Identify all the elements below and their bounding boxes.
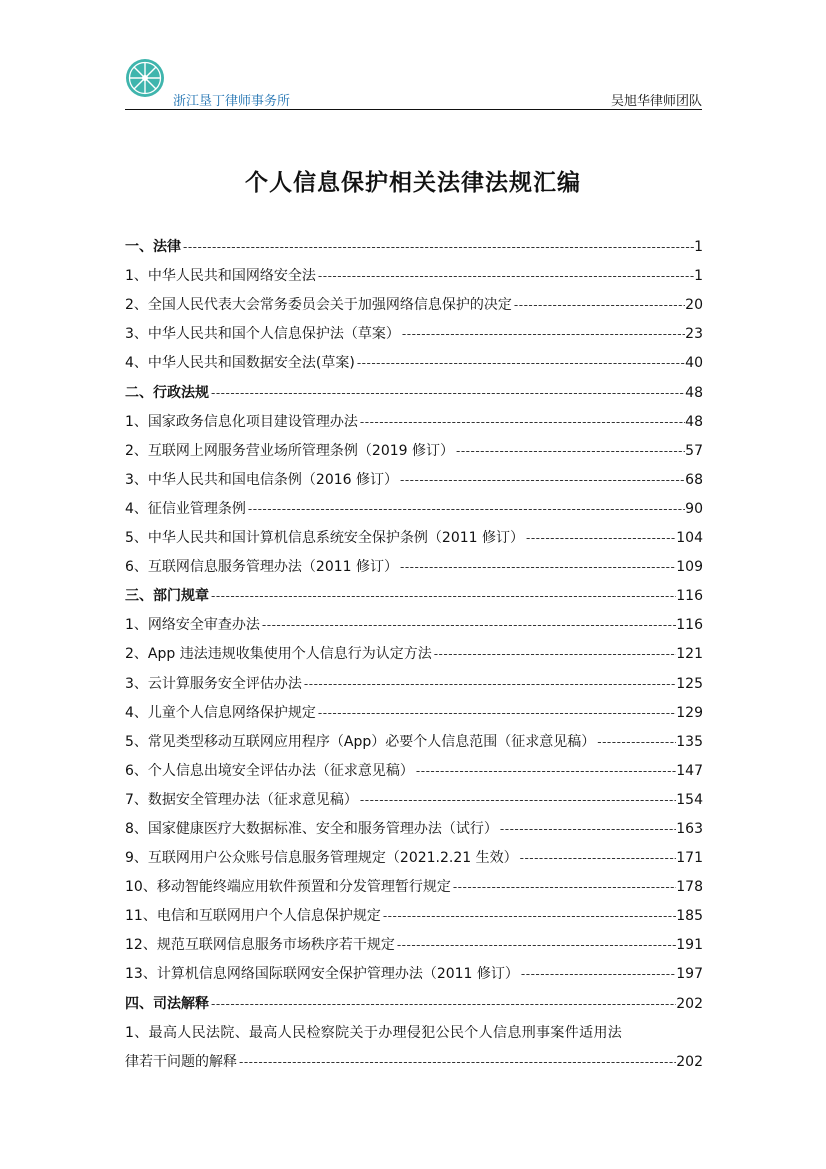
toc-leader bbox=[524, 528, 676, 548]
toc-section-heading[interactable] bbox=[125, 577, 703, 606]
toc-page-number: 135 bbox=[676, 733, 703, 750]
toc-leader bbox=[358, 790, 676, 810]
toc-entry[interactable] bbox=[125, 606, 703, 635]
toc-page-number: 90 bbox=[685, 500, 703, 517]
toc-leader bbox=[451, 877, 676, 897]
toc-page-number: 48 bbox=[685, 384, 703, 401]
toc-page-number: 178 bbox=[676, 879, 703, 896]
toc-entry-label: 1、最高人民法院、最高人民检察院关于办理侵犯公民个人信息刑事案件适用法 bbox=[125, 1024, 623, 1041]
toc-page-number: 125 bbox=[676, 675, 703, 692]
toc-entry-label: 1、网络安全审查办法 bbox=[125, 617, 260, 634]
toc-leader bbox=[209, 383, 685, 403]
toc-entry-label: 律若干问题的解释 bbox=[125, 1053, 237, 1070]
toc-page-number: 1 bbox=[694, 239, 703, 256]
toc-entry-label: 5、中华人民共和国计算机信息系统安全保护条例（2011 修订） bbox=[125, 530, 524, 547]
toc-leader bbox=[398, 557, 676, 577]
toc-page-number: 109 bbox=[676, 559, 703, 576]
toc-leader bbox=[512, 295, 685, 315]
toc-section-heading[interactable] bbox=[125, 373, 703, 402]
toc-leader bbox=[400, 324, 685, 344]
toc-entry-label: 6、个人信息出境安全评估办法（征求意见稿） bbox=[125, 762, 414, 779]
toc-entry[interactable] bbox=[125, 344, 703, 373]
toc-entry-label: 11、电信和互联网用户个人信息保护规定 bbox=[125, 908, 381, 925]
toc-leader bbox=[595, 732, 676, 752]
toc-page-number: 197 bbox=[676, 966, 703, 983]
toc-leader bbox=[432, 644, 677, 664]
toc-entry-label: 3、中华人民共和国电信条例（2016 修订） bbox=[125, 471, 398, 488]
toc-leader bbox=[209, 586, 676, 606]
toc-leader bbox=[209, 994, 676, 1014]
toc-page-number: 68 bbox=[685, 471, 703, 488]
firm-name: 浙江垦丁律师事务所 bbox=[173, 94, 291, 109]
toc-leader bbox=[355, 353, 685, 373]
toc-leader bbox=[246, 499, 685, 519]
toc-entry[interactable] bbox=[125, 519, 703, 548]
toc-entry-label: 7、数据安全管理办法（征求意见稿） bbox=[125, 791, 358, 808]
toc-leader bbox=[381, 906, 676, 926]
toc-entry[interactable] bbox=[125, 694, 703, 723]
toc-entry-label: 1、国家政务信息化项目建设管理办法 bbox=[125, 413, 358, 430]
toc-page-number: 154 bbox=[676, 791, 703, 808]
toc-leader bbox=[454, 441, 685, 461]
toc-entry[interactable] bbox=[125, 286, 703, 315]
toc-entry-label: 6、互联网信息服务管理办法（2011 修订） bbox=[125, 559, 398, 576]
toc-page-number: 191 bbox=[676, 937, 703, 954]
toc-page-number: 23 bbox=[685, 326, 703, 343]
toc-page-number: 116 bbox=[676, 617, 703, 634]
toc-page-number: 202 bbox=[676, 1053, 703, 1070]
toc-entry-label: 4、中华人民共和国数据安全法(草案) bbox=[125, 355, 355, 372]
toc-page-number: 104 bbox=[676, 530, 703, 547]
toc-entry-label: 13、计算机信息网络国际联网安全保护管理办法（2011 修订） bbox=[125, 966, 519, 983]
toc-page-number: 20 bbox=[685, 297, 703, 314]
toc-entry[interactable] bbox=[125, 868, 703, 897]
toc-leader bbox=[302, 674, 676, 694]
toc-leader bbox=[395, 935, 676, 955]
toc-leader bbox=[498, 819, 676, 839]
toc-leader bbox=[316, 266, 694, 286]
toc-entry[interactable] bbox=[125, 664, 703, 693]
toc-leader bbox=[260, 615, 676, 635]
toc-entry[interactable] bbox=[125, 723, 703, 752]
toc-leader bbox=[316, 703, 676, 723]
toc-leader bbox=[518, 848, 677, 868]
toc-entry-label: 2、互联网上网服务营业场所管理条例（2019 修订） bbox=[125, 442, 454, 459]
toc-entry-label: 二、行政法规 bbox=[125, 384, 209, 401]
toc-page-number: 48 bbox=[685, 413, 703, 430]
toc-leader bbox=[398, 470, 685, 490]
toc-entry[interactable] bbox=[125, 490, 703, 519]
toc-leader bbox=[181, 237, 694, 257]
toc-entry-label: 4、儿童个人信息网络保护规定 bbox=[125, 704, 316, 721]
toc-entry-label: 9、互联网用户公众账号信息服务管理规定（2021.2.21 生效） bbox=[125, 850, 518, 867]
toc-entry[interactable] bbox=[125, 257, 703, 286]
toc-section-heading[interactable] bbox=[125, 984, 703, 1013]
toc-entry[interactable] bbox=[125, 548, 703, 577]
toc-entry[interactable] bbox=[125, 955, 703, 984]
toc-entry-label: 三、部门规章 bbox=[125, 588, 209, 605]
toc-leader bbox=[414, 761, 676, 781]
toc-entry[interactable] bbox=[125, 403, 703, 432]
toc-entry-wrapped-line[interactable] bbox=[125, 1014, 703, 1043]
toc-entry[interactable] bbox=[125, 752, 703, 781]
firm-logo-icon bbox=[125, 58, 165, 98]
toc-entry[interactable] bbox=[125, 926, 703, 955]
toc-entry-label: 3、中华人民共和国个人信息保护法（草案） bbox=[125, 326, 400, 343]
toc-entry-label: 10、移动智能终端应用软件预置和分发管理暂行规定 bbox=[125, 879, 451, 896]
toc-entry-label: 12、规范互联网信息服务市场秩序若干规定 bbox=[125, 937, 395, 954]
toc-leader bbox=[358, 412, 685, 432]
toc-page-number: 57 bbox=[685, 442, 703, 459]
toc-page-number: 147 bbox=[676, 762, 703, 779]
toc-entry[interactable] bbox=[125, 315, 703, 344]
toc-entry[interactable] bbox=[125, 461, 703, 490]
toc-page-number: 163 bbox=[676, 820, 703, 837]
toc-entry[interactable] bbox=[125, 635, 703, 664]
toc-entry-label: 四、司法解释 bbox=[125, 995, 209, 1012]
toc-page-number: 121 bbox=[676, 646, 703, 663]
toc-entry[interactable] bbox=[125, 839, 703, 868]
toc-entry-label: 2、App 违法违规收集使用个人信息行为认定方法 bbox=[125, 646, 432, 663]
toc-page-number: 202 bbox=[676, 995, 703, 1012]
toc-entry-label: 8、国家健康医疗大数据标准、安全和服务管理办法（试行） bbox=[125, 820, 498, 837]
toc-page-number: 1 bbox=[694, 268, 703, 285]
toc-entry[interactable] bbox=[125, 810, 703, 839]
toc-entry-label: 5、常见类型移动互联网应用程序（App）必要个人信息范围（征求意见稿） bbox=[125, 733, 596, 750]
toc-section-heading[interactable] bbox=[125, 228, 703, 257]
toc-page-number: 129 bbox=[676, 704, 703, 721]
toc-entry[interactable] bbox=[125, 432, 703, 461]
toc-leader bbox=[237, 1052, 676, 1072]
toc-entry-label: 3、云计算服务安全评估办法 bbox=[125, 675, 302, 692]
page-header bbox=[125, 58, 702, 110]
toc-entry-label: 2、全国人民代表大会常务委员会关于加强网络信息保护的决定 bbox=[125, 297, 512, 314]
table-of-contents bbox=[125, 228, 703, 1072]
toc-leader bbox=[519, 964, 676, 984]
toc-entry-label: 1、中华人民共和国网络安全法 bbox=[125, 268, 316, 285]
team-name: 吴旭华律师团队 bbox=[610, 94, 702, 109]
toc-entry-wrapped-continuation[interactable] bbox=[125, 1043, 703, 1072]
toc-entry[interactable] bbox=[125, 781, 703, 810]
document-title: 个人信息保护相关法律法规汇编 bbox=[245, 170, 581, 196]
toc-entry[interactable] bbox=[125, 897, 703, 926]
toc-page-number: 40 bbox=[685, 355, 703, 372]
toc-page-number: 185 bbox=[676, 908, 703, 925]
toc-entry-label: 一、法律 bbox=[125, 239, 181, 256]
toc-page-number: 171 bbox=[676, 850, 703, 867]
toc-entry-label: 4、征信业管理条例 bbox=[125, 500, 246, 517]
toc-page-number: 116 bbox=[676, 588, 703, 605]
